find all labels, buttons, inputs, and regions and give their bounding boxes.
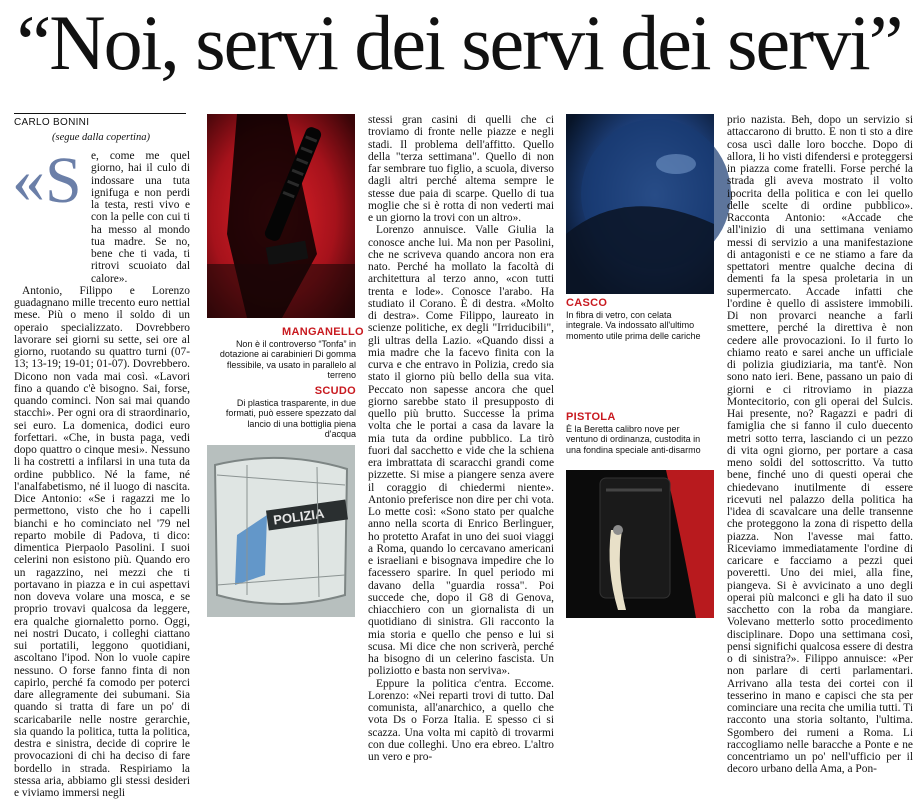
caption-title-manganello: MANGANELLO	[282, 326, 364, 338]
headline: “Noi, servi dei servi dei servi”	[16, 0, 902, 86]
paragraph: Antonio, Filippo e Lorenzo guadagnano mille trecento euro nettial mese. Più o meno il soldo di un operaio specializzato. Dovrebbero lavorare sei giorni su sette, sei ore al giorno, ruotando su quattro turni (07-13; 13-19; 19-01; 01-07). Dovrebbero. Dicono non vada mai così. «Lavori fino a quando c'è bisogno. Sai, forse, quando cominci. Non sai mai quando stacchi». Per ogni ora di straordinario, sei euro. La domenica, dodici euro forfettari. «Che, in busta paga, vedi dopo quattro o cinque mesi». Nessuno li ha costretti a infilarsi in una tuta da ordine pubblico. Né la fame, né l'analfabetismo, né il luogo di nascita. Dice Antonio: «Se i ragazzi me lo permettono, visto che ho i capelli bianchi e ho cominciato nel '79 nel reparto mobile di Padova, ti dico: dimentica Pierpaolo Pasolini. I suoi celerini non esistono più. Quando ero un ragazzino, nei mezzi che ti portavano in piazza e in cui aspettavi non doveva volare una mosca, e se proprio trovavi qualcosa da leggere, era qualche giornaletto porno. Oggi, nei nostri Ducato, i colleghi ciattano sui portatili, leggono quotidiani, ascoltano l'ipod. Non lo vuole capire nessuno. O forse fanno finta di non capirlo, perché fa comodo per poterci dare allegramente dei subumani. Sia quando si tratta di fare un po' di scaricabarile nelle nostre gerarchie, sia quando la politica, tutta la politica, destra e sinistra, decide di coprire le provocazioni di chi ha deciso di fare bordello in strada. Respiriamo la stessa aria, abbiamo gli stessi desideri e viviamo immersi negli	[14, 284, 190, 799]
shield-illustration	[207, 445, 355, 617]
holster-illustration	[566, 470, 714, 618]
paragraph: stessi gran casini di quelli che ci troviamo di fronte nelle piazze e negli stadi. Il problema dell'affitto. Quello della "terza settimana". Quello di non far sembrare tuo figlio, a scuola, diverso dagli altri perché altema sempre le stesse due paia di scarpe. Quello di tua moglie che si è rotta di non vederti mai e un giorno la trovi con un altro».	[368, 114, 554, 224]
scudo-photo	[207, 445, 355, 617]
paragraph: Eppure la politica c'entra. Eccome. Lorenzo: «Nei reparti trovi di tutto. Dal comunista, all'anarchico, a quello che vota Ds o Forza Italia. E spesso ci si scazza. Una volta mi capitò di trovarmi con due colleghi. Uno era ebreo. L'altro un vero e pro-	[368, 677, 554, 763]
pistola-photo	[566, 470, 714, 618]
caption-text-pistola: È la Beretta calibro nove per ventuno di ordinanza, custodita in una fondina speciale anti-disarmo	[566, 424, 701, 455]
byline: CARLO BONINI	[14, 113, 186, 128]
casco-photo	[566, 114, 714, 294]
baton-illustration	[207, 114, 355, 318]
paragraph: Lorenzo annuisce. Valle Giulia la conosce anche lui. Ma non per Pasolini, che ne scriveva quando ancora non era nato. Perché ha mollato la facoltà di architettura al terzo anno, «con tutti trenta e lode». Conosce l'arabo. Ha studiato il Corano. È di destra. «Molto di destra». Come Filippo, laureato in scienze politiche, ex degli "Irriducibili", gli ultras della Lazio. «Quando dissi a mia madre che la facevo finita con la curva e che entravo in Polizia, credo sia stato il giorno più bello della sua vita. Peccato non sapesse ancora che quel giorno sarebbe stato il presupposto di quello più brutto. Successe la prima volta che le portai a casa da lavare la mia tuta da ordine pubblico. La tirò fuori dal sacchetto e vide che la schiena era imbrattata di scaracchi grandi come pizzette. Si mise a piangere senza avere il coraggio di chiedermi niente». Antonio preferisce non dire per chi vota. Lo mette così: «Sono stato per qualche anno nella scorta di Enrico Berlinguer, ho protetto Arafat in uno dei suoi viaggi a Roma, quando lo cercavano americani e israeliani e bisognava impedire che lo facessero sparire. In quel periodo mi davano della "guardia rossa". Poi succede che, dopo il G8 di Genova, chiacchiero con un giornalista di un quotidiano di sinistra. Gli racconto la mia storia e quello che penso e lui si scusa. Mi dice che non scriverà, perché ha bisogno di un celerino fascista. Un poliziotto e basta non serviva».	[368, 224, 554, 678]
paragraph: e, come me quel giorno, hai il culo di indossare una tuta ignifuga e non perdi la testa, resti vivo e con la pelle con cui ti ha messo al mondo tua madre. Se no, bene che ti vada, ti ritrovi scuoiato dal calore».	[91, 150, 190, 285]
paragraph: prio nazista. Beh, dopo un servizio si attaccarono di brutto. E non ti sto a dire cosa uscì dalle loro bocche. Dopo di allora, li ho visti difendersi e proteggersi in piazza come fratelli. Forse perché la strada gli aveva mostrato il volto ipocrita della politica e con lei quello delle scelte di ordine pubblico». Racconta Antonio: «Accade che all'inizio di una settimana veniamo messi di servizio a una manifestazione di antagonisti e ce ne stiamo a fare da spettatori mentre qualche decina di dementi fa la spesa proletaria in un supermercato. Accade infatti che l'ordine è quello di assistere immobili. Di non provarci neanche a farli smettere, perché la direttiva è non cedere alle provocazioni. Io il furto lo chiamo reato e sarei anche un ufficiale di polizia giudiziaria, ma tant'è. Non sono nato ieri. Bene, passano un paio di giorni e ci ritroviamo in piazza Montecitorio, con gli operai del Sulcis. Hai presente, no? Ragazzi e padri di famiglia che si fanno il culo duecento metri sotto terra, lasciando ci un pezzo di vita ogni giorno, per portare a casa meno soldi del sottoscritto. Va tutto bene, finché uno di questi operai che chiedevano inutilmente di essere ricevuti nel palazzo della politica ha l'idea di scavalcare una delle transenne che proteggono la zona di rispetto della piazza. Non l'avesse mai fatto. Riceviamo immediatamente l'ordine di caricare e facciamo a pezzi quei poveretti. Uno dei miei, alla fine, piangeva. Si è avvicinato a uno degli operai più malconci e gli ha dato il suo sacchetto con la roba da mangiare. Volevano metterlo sotto procedimento disciplinare. Dopo una settimana così, pensi significhi qualcosa essere di destra o di sinistra?». Filippo annuisce: «Per non parlare di certi parlamentari. Arrivano alla testa dei cortei con il tesserino in mano e capisci che sta per cominciare una recita che umilia tutti. Ti racconto una storia soltanto, l'ultima. Sgombero dei rumeni a Roma. Li raccogliamo nelle baracche a Ponte e ne concentriamo un po' nell'ufficio per il decoro urbano della Ama, a Pon-	[727, 114, 913, 776]
caption-text-scudo: Di plastica trasparente, in due formati, può essere spezzato dal lancio di una bottiglia piena d'acqua	[225, 398, 356, 440]
helmet-illustration	[566, 114, 714, 294]
caption-text-manganello: Non è il controverso “Tonfa” in dotazione ai carabinieri Di gomma flessibile, va usato in parallelo al terreno	[219, 339, 356, 381]
article-column-2	[368, 114, 554, 763]
caption-text-casco: In fibra di vetro, con celata integrale. Va indossato all'ultimo momento utile prima delle cariche	[566, 310, 701, 341]
manganello-photo	[207, 114, 355, 318]
article-column-3	[727, 114, 913, 776]
drop-cap: «S	[12, 144, 82, 217]
caption-title-scudo: SCUDO	[314, 385, 356, 397]
caption-title-pistola: PISTOLA	[566, 411, 616, 423]
shield-label: POLIZIA	[272, 505, 326, 528]
segue-note: (segue dalla copertina)	[52, 132, 150, 143]
caption-title-casco: CASCO	[566, 297, 608, 309]
article-column-1	[12, 144, 190, 799]
